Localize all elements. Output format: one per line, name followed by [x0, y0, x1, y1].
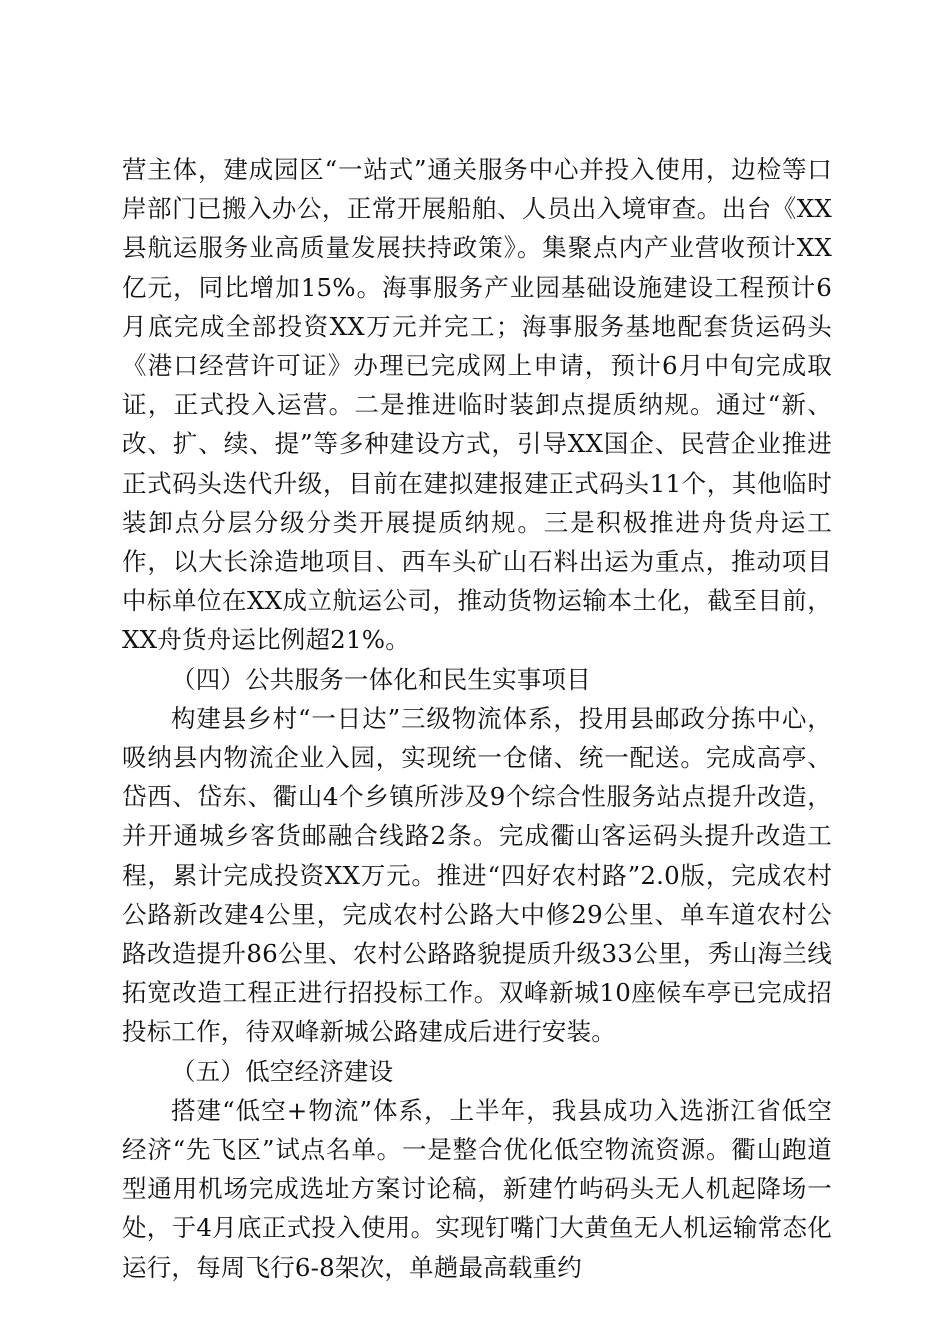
section-heading-4: （四）公共服务一体化和民生实事项目: [171, 664, 591, 694]
document-body: [122, 150, 832, 1287]
paragraph-continued: 营主体，建成园区“一站式”通关服务中心并投入使用，边检等口岸部门已搬入办公，正常开展船舶、人员出入境审查。出台《XX县航运服务业高质量发展扶持政策》。集聚点内产业营收预计XX亿元，同比增加15%。海事服务产业园基础设施建设工程预计6月底完成全部投资XX万元并完工；海事服务基地配套货运码头《港口经营许可证》办理已完成网上申请，预计6月中旬完成取证，正式投入运营。二是推进临时装卸点提质纳规。通过“新、改、扩、续、提”等多种建设方式，引导XX国企、民营企业推进正式码头迭代升级，目前在建拟建报建正式码头11个，其他临时装卸点分层分级分类开展提质纳规。三是积极推进舟货舟运工作，以大长涂造地项目、西车头矿山石料出运为重点，推动项目中标单位在XX成立航运公司，推动货物运输本土化，截至目前，XX舟货舟运比例超21%。: [122, 155, 832, 655]
paragraph-low-altitude-economy: 搭建“低空+物流”体系，上半年，我县成功入选浙江省低空经济“先飞区”试点名单。一是整合优化低空物流资源。衢山跑道型通用机场完成选址方案讨论稿，新建竹屿码头无人机起降场一处，于4月底正式投入使用。实现钉嘴门大黄鱼无人机运输常态化运行，每周飞行6-8架次，单趟最高载重约: [122, 1095, 832, 1282]
section-heading-5: （五）低空经济建设: [171, 1056, 394, 1086]
paragraph-public-services: 构建县乡村“一日达”三级物流体系，投用县邮政分拣中心，吸纳县内物流企业入园，实现统一仓储、统一配送。完成高亭、岱西、岱东、衢山4个乡镇所涉及9个综合性服务站点提升改造，并开通城乡客货邮融合线路2条。完成衢山客运码头提升改造工程，累计完成投资XX万元。推进“四好农村路”2.0版，完成农村公路新改建4公里，完成农村公路大中修29公里、单车道农村公路改造提升86公里、农村公路路貌提质升级33公里，秀山海兰线拓宽改造工程正进行招投标工作。双峰新城10座候车亭已完成招投标工作，待双峰新城公路建成后进行安装。: [122, 703, 832, 1047]
